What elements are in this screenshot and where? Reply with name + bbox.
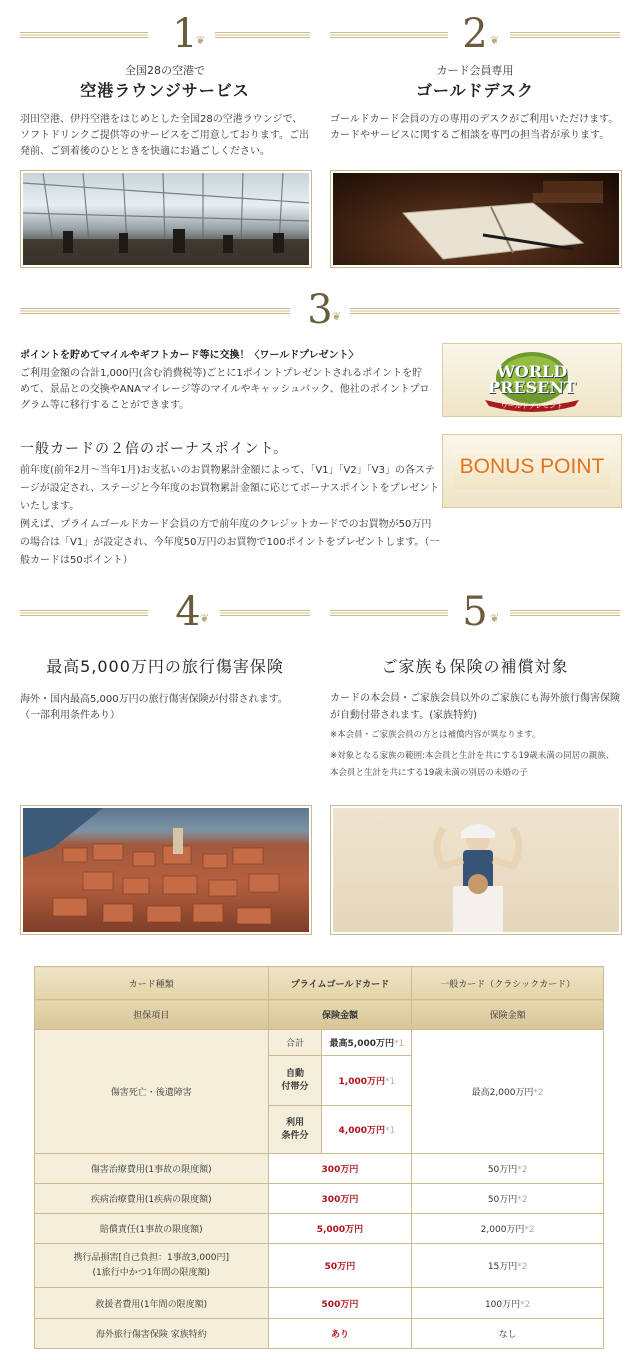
leaf-ornament-icon: ❦ bbox=[332, 310, 342, 323]
section-4-header bbox=[20, 584, 310, 644]
section-1-subtitle: 全国28の空港で bbox=[125, 64, 205, 77]
bonus-point-body-2: 例えば、プライムゴールドカード会員の方で前年度のクレジットカードでのお買物が50万円の場合は「V1」が設定され、今年度50万円のお買物で100ポイントをプレゼントします。（一般カードは50ポイント） bbox=[20, 519, 440, 566]
section-5-note-2: ※対象となる家族の範囲:本会員と生計を共にする19歳未満の同居の親族、本会員と生計を共にする19歳未満の別居の未婚の子 bbox=[330, 751, 615, 778]
row-label: 疾病治療費用(1疾病の限度額) bbox=[35, 1184, 269, 1214]
world-present-body: ご利用金額の合計1,000円(含む消費税等)ごとに1ポイントプレゼントされるポイントを貯めて、景品との交換やANAマイレージ等のマイルやキャッシュバック、他社のポイントプログラム等に移行することができます。 bbox=[20, 368, 430, 411]
world-present-badge bbox=[442, 343, 622, 417]
leaf-ornament-icon: ❦ bbox=[490, 34, 500, 47]
section-2-body: ゴールドカード会員の方の専用のデスクがご利用いただけます。カードやサービスに関するご相談を専門の担当者が承ります。 bbox=[330, 114, 619, 141]
section-5-title: ご家族も保険の補償対象 bbox=[381, 657, 569, 676]
bonus-point-badge bbox=[442, 434, 622, 508]
section-5-note-1: ※本会員・ご家族会員の方とは補償内容が異なります。 bbox=[330, 730, 541, 740]
row-label: 傷害治療費用(1事故の限度額) bbox=[35, 1154, 269, 1184]
death-label: 傷害死亡・後遺障害 bbox=[35, 1030, 269, 1154]
section-2-title: ゴールドデスク bbox=[415, 81, 535, 100]
death-cond-value: 4,000万円*1 bbox=[322, 1106, 412, 1154]
header-card-type: カード種類 bbox=[35, 967, 269, 1000]
row-prime-value: 50万円 bbox=[268, 1244, 412, 1288]
world-present-logo-line1: WORLD bbox=[496, 362, 568, 381]
header-amount-prime: 保険金額 bbox=[268, 1000, 412, 1030]
death-auto-label: 自動 付帯分 bbox=[268, 1056, 322, 1106]
table-row bbox=[35, 1184, 604, 1214]
section-1-body: 羽田空港、伊丹空港をはじめとした全国28の空港ラウンジで、ソフトドリンクご提供等のサービスをご用意しております。ご出発前、ご到着後のひとときを快適にお過ごしください。 bbox=[20, 114, 309, 157]
world-present-logo-ribbon: ワールドプレゼント bbox=[500, 402, 564, 410]
table-row bbox=[35, 1214, 604, 1244]
row-prime-value: 5,000万円 bbox=[268, 1214, 412, 1244]
airport-lounge-photo bbox=[20, 170, 312, 268]
gold-desk-photo bbox=[330, 170, 622, 268]
death-general-value: 最高2,000万円*2 bbox=[412, 1030, 604, 1154]
header-item: 担保項目 bbox=[35, 1000, 269, 1030]
leaf-ornament-icon: ❦ bbox=[490, 612, 500, 625]
table-row bbox=[35, 1030, 604, 1056]
table-row bbox=[35, 1288, 604, 1319]
section-5-number: 5 bbox=[462, 589, 488, 635]
row-general-value: なし bbox=[412, 1319, 604, 1349]
table-header-row-1 bbox=[35, 967, 604, 1000]
bonus-point-logo: BONUS POINT bbox=[459, 455, 605, 478]
header-general-card: 一般カード（クラシックカード） bbox=[412, 967, 604, 1000]
family-photo bbox=[330, 805, 622, 935]
insurance-table bbox=[34, 966, 604, 1349]
section-5-body: カードの本会員・ご家族会員以外のご家族にも海外旅行傷害保険が自動付帯されます。(家族特約) bbox=[330, 693, 620, 721]
row-prime-value: 300万円 bbox=[268, 1184, 412, 1214]
table-row bbox=[35, 1154, 604, 1184]
section-1-title: 空港ラウンジサービス bbox=[80, 81, 250, 100]
coastal-town-photo bbox=[20, 805, 312, 935]
death-auto-value: 1,000万円*1 bbox=[322, 1056, 412, 1106]
row-general-value: 15万円*2 bbox=[412, 1244, 604, 1288]
death-total-label: 合計 bbox=[268, 1030, 322, 1056]
row-prime-value: あり bbox=[268, 1319, 412, 1349]
row-general-value: 50万円*2 bbox=[412, 1154, 604, 1184]
section-4-body-2: （一部利用条件あり） bbox=[20, 710, 120, 721]
table-header-row-2 bbox=[35, 1000, 604, 1030]
row-prime-value: 500万円 bbox=[268, 1288, 412, 1319]
bonus-point-heading: 一般カードの２倍のボーナスポイント。 bbox=[20, 441, 289, 457]
world-present-heading: ポイントを貯めてマイルやギフトカード等に交換！〈ワールドプレゼント〉 bbox=[20, 350, 359, 361]
bonus-point-body-1: 前年度(前年2月～当年1月)お支払いのお買物累計金額によって、「V1」「V2」「V3」の各ステージが設定され、ステージと今年度のお買物累計金額に応じてボーナスポイントをプレゼントいたします。 bbox=[20, 465, 440, 512]
header-amount-general: 保険金額 bbox=[412, 1000, 604, 1030]
section-5-header bbox=[330, 584, 620, 644]
death-cond-label: 利用 条件分 bbox=[268, 1106, 322, 1154]
section-4-body-1: 海外・国内最高5,000万円の旅行傷害保険が付帯されます。 bbox=[20, 694, 288, 705]
section-2-number: 2 bbox=[462, 11, 488, 57]
world-present-logo-line2: PRESENT bbox=[488, 378, 576, 397]
section-3-number: 3 bbox=[307, 287, 333, 333]
row-label: 賠償責任(1事故の限度額) bbox=[35, 1214, 269, 1244]
row-general-value: 2,000万円*2 bbox=[412, 1214, 604, 1244]
row-general-value: 100万円*2 bbox=[412, 1288, 604, 1319]
section-1-header bbox=[20, 6, 310, 66]
row-label: 携行品損害[自己負担：1事故3,000円] (1旅行中かつ1年間の限度額) bbox=[35, 1244, 269, 1288]
section-4-title: 最高5,000万円の旅行傷害保険 bbox=[46, 657, 284, 676]
row-general-value: 50万円*2 bbox=[412, 1184, 604, 1214]
section-1-number: 1 bbox=[172, 11, 198, 57]
section-2-header bbox=[330, 6, 620, 66]
leaf-ornament-icon: ❦ bbox=[200, 612, 210, 625]
row-prime-value: 300万円 bbox=[268, 1154, 412, 1184]
table-row bbox=[35, 1319, 604, 1349]
section-2-subtitle: カード会員専用 bbox=[436, 64, 514, 77]
death-total-value: 最高5,000万円*1 bbox=[322, 1030, 412, 1056]
header-prime-gold: プライムゴールドカード bbox=[268, 967, 412, 1000]
leaf-ornament-icon: ❦ bbox=[196, 34, 206, 47]
row-label: 海外旅行傷害保険 家族特約 bbox=[35, 1319, 269, 1349]
table-row bbox=[35, 1244, 604, 1288]
row-label: 救援者費用(1年間の限度額) bbox=[35, 1288, 269, 1319]
section-3-header bbox=[20, 282, 620, 342]
section-4-number: 4 bbox=[175, 589, 201, 635]
